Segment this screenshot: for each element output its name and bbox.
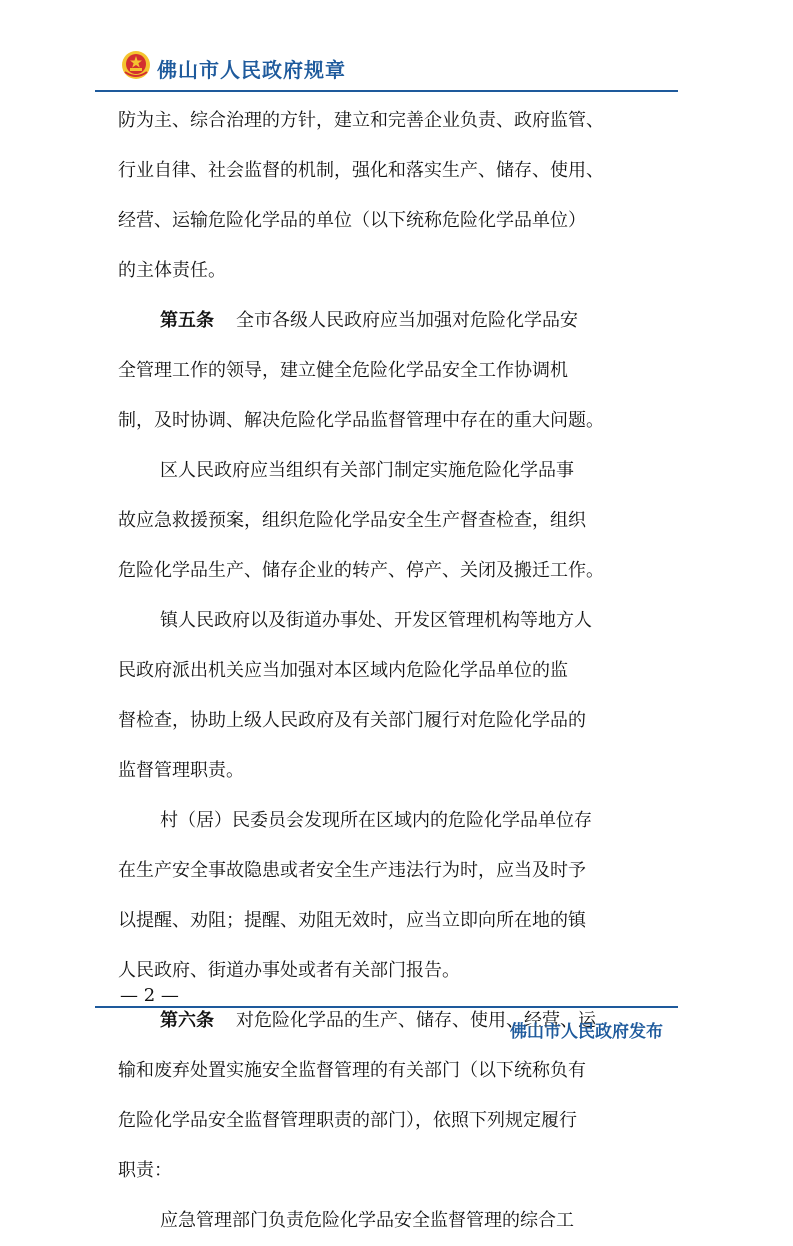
text-run: 对危险化学品的生产、储存、使用、经营、运 bbox=[236, 1010, 596, 1031]
regulation-body bbox=[118, 96, 678, 1246]
text-line: 全管理工作的领导，建立健全危险化学品安全工作协调机 bbox=[118, 360, 568, 381]
text-line: 危险化学品生产、储存企业的转产、停产、关闭及搬迁工作。 bbox=[118, 560, 604, 581]
text-line: 制，及时协调、解决危险化学品监督管理中存在的重大问题。 bbox=[118, 410, 604, 431]
article-5-first-line bbox=[118, 296, 678, 346]
article-6-heading: 第六条 bbox=[160, 1010, 214, 1031]
text-line: 经营、运输危险化学品的单位（以下统称危险化学品单位） bbox=[118, 210, 586, 231]
text-line: 在生产安全事故隐患或者安全生产违法行为时，应当及时予 bbox=[118, 860, 586, 881]
footer-divider bbox=[95, 1006, 678, 1008]
text-line: 镇人民政府以及街道办事处、开发区管理机构等地方人 bbox=[160, 610, 592, 631]
text-line: 防为主、综合治理的方针，建立和完善企业负责、政府监管、 bbox=[118, 110, 604, 131]
text-line: 民政府派出机关应当加强对本区域内危险化学品单位的监 bbox=[118, 660, 568, 681]
text-line: 区人民政府应当组织有关部门制定实施危险化学品事 bbox=[160, 460, 574, 481]
text-line: 输和废弃处置实施安全监督管理的有关部门（以下统称负有 bbox=[118, 1060, 586, 1081]
publisher-label: 佛山市人民政府发布 bbox=[510, 1022, 663, 1042]
text-line: 应急管理部门负责危险化学品安全监督管理的综合工 bbox=[160, 1210, 574, 1231]
article-5-heading: 第五条 bbox=[160, 310, 214, 331]
page-header bbox=[95, 46, 685, 92]
text-line: 故应急救援预案，组织危险化学品安全生产督查检查，组织 bbox=[118, 510, 586, 531]
text-line: 督检查，协助上级人民政府及有关部门履行对危险化学品的 bbox=[118, 710, 586, 731]
text-line: 危险化学品安全监督管理职责的部门），依照下列规定履行 bbox=[118, 1110, 577, 1131]
text-run: 全市各级人民政府应当加强对危险化学品安 bbox=[236, 310, 578, 331]
text-line: 以提醒、劝阻；提醒、劝阻无效时，应当立即向所在地的镇 bbox=[118, 910, 586, 931]
text-line: 的主体责任。 bbox=[118, 260, 226, 281]
text-line: 监督管理职责。 bbox=[118, 760, 244, 781]
text-line: 行业自律、社会监督的机制，强化和落实生产、储存、使用、 bbox=[118, 160, 604, 181]
header-divider bbox=[95, 90, 678, 92]
document-series-title: 佛山市人民政府规章 bbox=[157, 58, 346, 82]
text-line: 人民政府、街道办事处或者有关部门报告。 bbox=[118, 960, 460, 981]
national-emblem-icon bbox=[121, 50, 151, 80]
page-number: — 2 — bbox=[120, 985, 179, 1006]
text-line: 村（居）民委员会发现所在区域内的危险化学品单位存 bbox=[160, 810, 592, 831]
text-line: 职责： bbox=[118, 1160, 172, 1181]
